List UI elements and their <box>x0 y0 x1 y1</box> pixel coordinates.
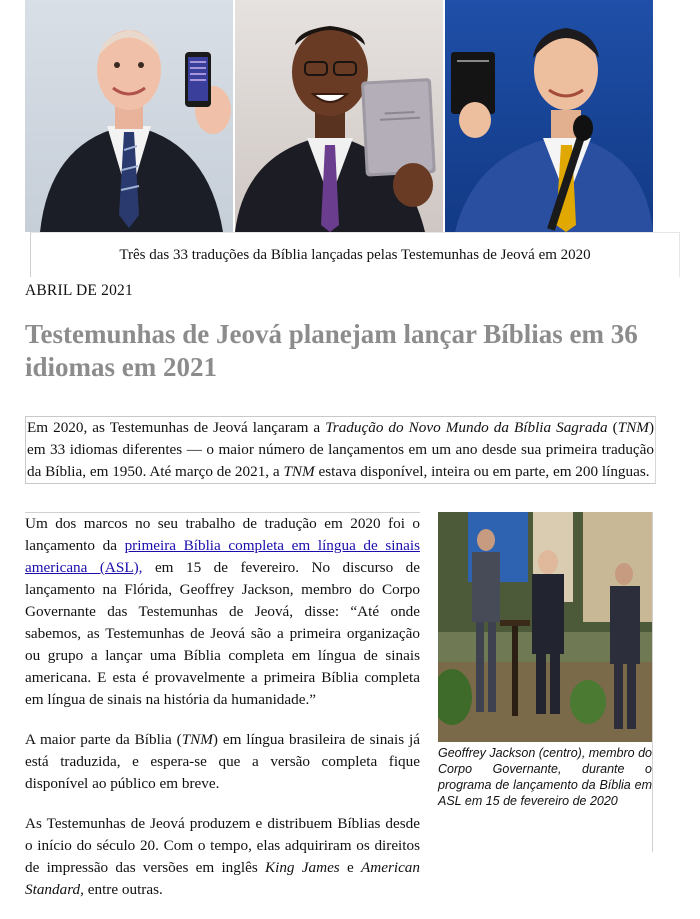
lead-text-2: ( <box>607 419 618 436</box>
sidebar-caption: Geoffrey Jackson (centro), membro do Corpo Governante, durante o programa de lançamento da Bíblia em ASL em 15 de fevereiro de 2020 <box>438 746 652 808</box>
lead-italic-1: Tradução do Novo Mundo da Bíblia Sagrada <box>325 419 608 436</box>
lead-text-3: ) em 33 idiomas diferentes — o maior número de lançamentos em um ano desde sua primeira tradução da Bíblia, em 1950. Até março de 2021, a <box>27 419 654 480</box>
photo-asl-release <box>438 512 652 742</box>
paragraph-history-italic-2: American Standard, <box>25 859 420 898</box>
lead-text-4: estava disponível, inteira ou em parte, em 200 línguas. <box>314 463 650 480</box>
photo-man-with-grey-bible <box>235 0 443 232</box>
photo-man-with-phone <box>25 0 233 232</box>
asl-bible-link[interactable]: primeira Bíblia completa em língua de sinais americana (ASL), <box>25 537 420 576</box>
lead-paragraph <box>25 416 656 484</box>
sidebar-figure <box>438 512 653 852</box>
hero-photo-strip <box>25 0 653 232</box>
photo-asl-release-art <box>438 512 652 742</box>
paragraph-history-text-2: e <box>339 859 361 876</box>
paragraph-history-italic-1: King James <box>264 859 340 876</box>
lead-text-1: Em 2020, as Testemunhas de Jeová lançaram a <box>27 419 326 436</box>
paragraph-history-text-3: entre outras. <box>83 881 163 898</box>
paragraph-asl-text-2: em 15 de fevereiro. No discurso de lançamento na Flórida, Geoffrey Jackson, membro do Corpo Governante das Testemunhas de Jeová, disse: “Até onde sabemos, as Testemunhas de Jeová são a primeira organização ou grupo a lançar uma Bíblia completa em língua de sinais americana. E esta é provavelmente a primeira Bíblia completa em língua de sinais na história da humanidade.” <box>25 559 420 708</box>
photo-man-with-grey-bible-art <box>235 0 443 232</box>
article-date: ABRIL DE 2021 <box>25 282 133 299</box>
paragraph-libras-text-1: A maior parte da Bíblia ( <box>25 731 182 748</box>
lead-italic-3: TNM <box>283 463 315 480</box>
paragraph-libras-italic: TNM <box>181 731 213 748</box>
paragraph-history-text-1: As Testemunhas de Jeová produzem e distribuem Bíblias desde o início do século 20. Com o tempo, elas adquiriram os direitos de impressão das versões em inglês <box>25 815 420 876</box>
photo-man-with-black-bible-art <box>445 0 653 232</box>
photo-man-with-phone-art <box>25 0 233 232</box>
hero-caption: Três das 33 traduções da Bíblia lançadas pelas Testemunhas de Jeová em 2020 <box>30 232 680 277</box>
paragraph-libras <box>25 729 420 795</box>
lead-italic-2: TNM <box>617 419 649 436</box>
paragraph-history <box>25 813 420 901</box>
paragraph-libras-text-2: ) em língua brasileira de sinais já está traduzida, e espera-se que a versão completa fique disponível ao público em breve. <box>25 731 420 792</box>
main-column <box>25 512 420 919</box>
paragraph-asl <box>25 512 420 711</box>
photo-man-with-black-bible <box>445 0 653 232</box>
article-headline: Testemunhas de Jeová planejam lançar Bíblias em 36 idiomas em 2021 <box>25 319 638 382</box>
paragraph-asl-text-1: Um dos marcos no seu trabalho de tradução em 2020 foi o lançamento da <box>25 515 420 554</box>
